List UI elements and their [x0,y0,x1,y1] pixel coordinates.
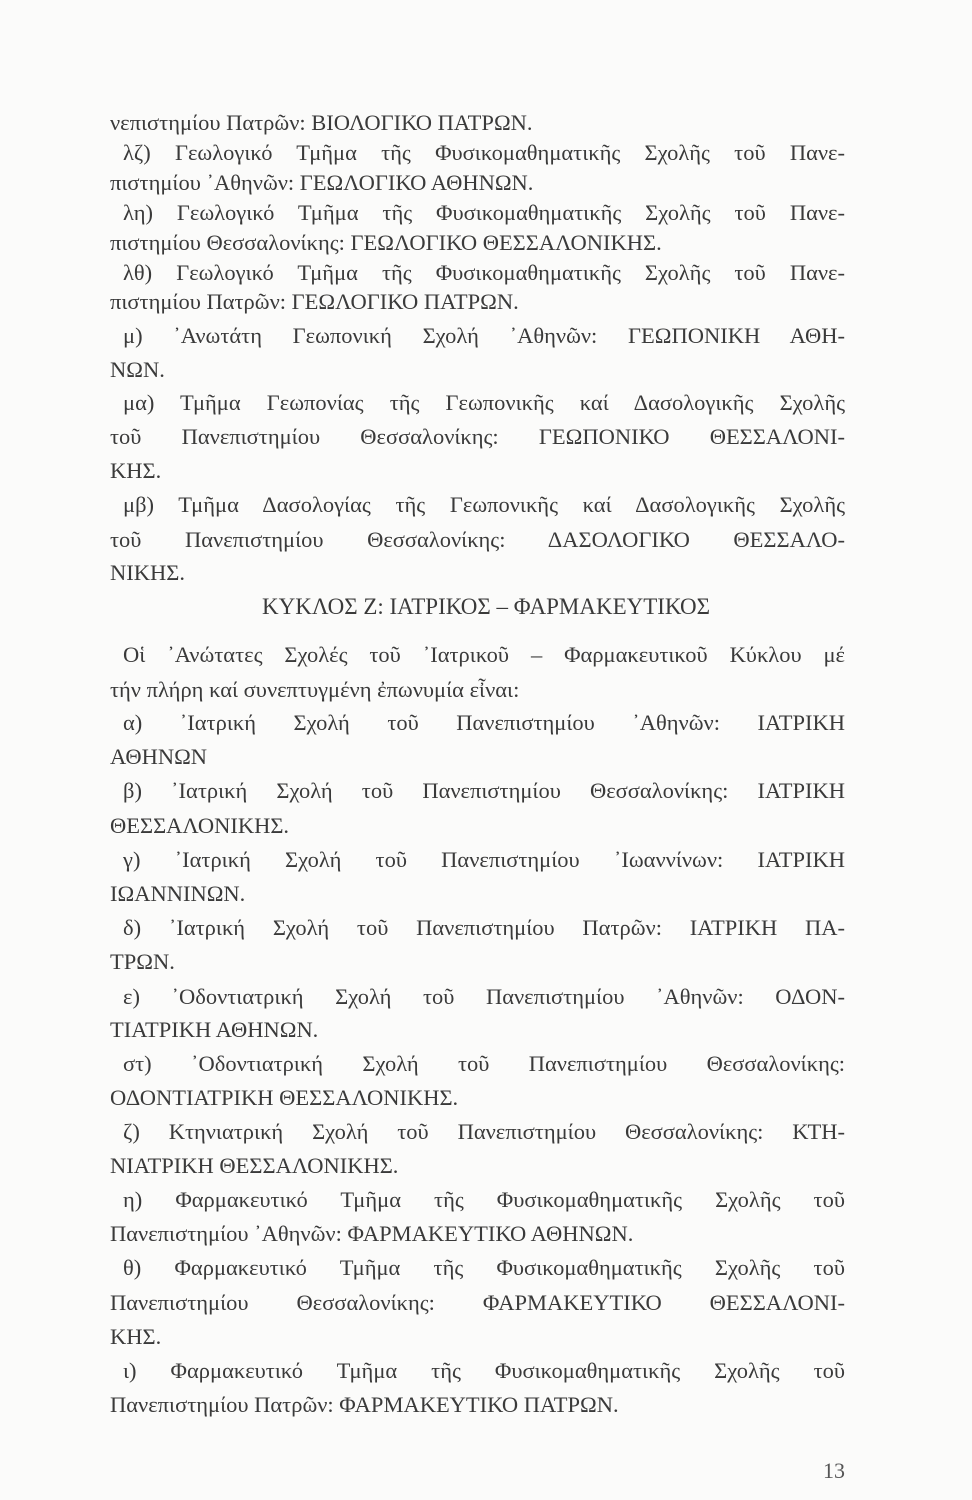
text-line: μα) Τμῆμα Γεωπονίας τῆς Γεωπονικῆς καί Δασολογικῆς Σχολῆς [123,390,845,415]
text-line: ΝΙΚΗΣ. [110,560,185,585]
text-line: ε) ᾿Οδοντιατρική Σχολή τοῦ Πανεπιστημίου ᾿Αθηνῶν: ΟΔΟΝ- [123,984,845,1009]
text-line: ΚΗΣ. [110,458,162,483]
text-line: ΘΕΣΣΑΛΟΝΙΚΗΣ. [110,813,290,838]
text-line: Οἱ ᾿Ανώτατες Σχολές τοῦ ᾿Ιατρικοῦ – Φαρμακευτικοῦ Κύκλου μέ [123,642,845,667]
text-line: πιστημίου Πατρῶν: ΓΕΩΛΟΓΙΚΟ ΠΑΤΡΩΝ. [110,289,519,314]
text-line: Πανεπιστημίου Θεσσαλονίκης: ΦΑΡΜΑΚΕΥΤΙΚΟ ΘΕΣΣΑΛΟΝΙ- [110,1290,845,1315]
text-line: μ) ᾿Ανωτάτη Γεωπονική Σχολή ᾿Αθηνῶν: ΓΕΩΠΟΝΙΚΗ ΑΘΗ- [123,323,845,348]
section-heading: ΚΥΚΛΟΣ Ζ: ΙΑΤΡΙΚΟΣ – ΦΑΡΜΑΚΕΥΤΙΚΟΣ [262,594,710,619]
text-line: μβ) Τμῆμα Δασολογίας τῆς Γεωπονικῆς καί Δασολογικῆς Σχολῆς [123,492,845,517]
text-line: ΙΩΑΝΝΙΝΩΝ. [110,881,246,906]
text-line: πιστημίου Θεσσαλονίκης: ΓΕΩΛΟΓΙΚΟ ΘΕΣΣΑΛΟΝΙΚΗΣ. [110,230,662,255]
text-line: τοῦ Πανεπιστημίου Θεσσαλονίκης: ΓΕΩΠΟΝΙΚΟ ΘΕΣΣΑΛΟΝΙ- [110,424,845,449]
text-line: ΤΡΩΝ. [110,949,175,974]
text-line: νεπιστημίου Πατρῶν: ΒΙΟΛΟΓΙΚΟ ΠΑΤΡΩΝ. [110,110,533,135]
text-line: Πανεπιστημίου ᾿Αθηνῶν: ΦΑΡΜΑΚΕΥΤΙΚΟ ΑΘΗΝΩΝ. [110,1221,634,1246]
text-line: πιστημίου ᾿Αθηνῶν: ΓΕΩΛΟΓΙΚΟ ΑΘΗΝΩΝ. [110,170,534,195]
text-line: ΝΙΑΤΡΙΚΗ ΘΕΣΣΑΛΟΝΙΚΗΣ. [110,1153,399,1178]
text-line: ΤΙΑΤΡΙΚΗ ΑΘΗΝΩΝ. [110,1017,319,1042]
text-line: λη) Γεωλογικό Τμῆμα τῆς Φυσικομαθηματικῆς Σχολῆς τοῦ Πανε- [123,200,845,225]
text-line: ζ) Κτηνιατρική Σχολή τοῦ Πανεπιστημίου Θεσσαλονίκης: ΚΤΗ- [123,1119,845,1144]
text-line: στ) ᾿Οδοντιατρική Σχολή τοῦ Πανεπιστημίου Θεσσαλονίκης: [123,1051,845,1076]
text-line: η) Φαρμακευτικό Τμῆμα τῆς Φυσικομαθηματικῆς Σχολῆς τοῦ [123,1187,845,1212]
text-line: ΝΩΝ. [110,357,165,382]
text-line: τοῦ Πανεπιστημίου Θεσσαλονίκης: ΔΑΣΟΛΟΓΙΚΟ ΘΕΣΣΑΛΟ- [110,527,845,552]
text-line: ΑΘΗΝΩΝ [110,744,208,769]
text-line: α) ᾿Ιατρική Σχολή τοῦ Πανεπιστημίου ᾿Αθηνῶν: ΙΑΤΡΙΚΗ [123,710,845,735]
text-line: ΟΔΟΝΤΙΑΤΡΙΚΗ ΘΕΣΣΑΛΟΝΙΚΗΣ. [110,1085,459,1110]
text-line: τήν πλήρη καί συνεπτυγμένη ἐπωνυμία εἶναι: [110,677,520,702]
text-line: δ) ᾿Ιατρική Σχολή τοῦ Πανεπιστημίου Πατρῶν: ΙΑΤΡΙΚΗ ΠΑ- [123,915,845,940]
text-line: λθ) Γεωλογικό Τμῆμα τῆς Φυσικομαθηματικῆς Σχολῆς τοῦ Πανε- [123,260,845,285]
text-line: θ) Φαρμακευτικό Τμῆμα τῆς Φυσικομαθηματικῆς Σχολῆς τοῦ [123,1255,845,1280]
text-line: ΚΗΣ. [110,1324,162,1349]
text-line: β) ᾿Ιατρική Σχολή τοῦ Πανεπιστημίου Θεσσαλονίκης: ΙΑΤΡΙΚΗ [123,778,845,803]
text-line: γ) ᾿Ιατρική Σχολή τοῦ Πανεπιστημίου ᾿Ιωαννίνων: ΙΑΤΡΙΚΗ [123,847,845,872]
text-line: λζ) Γεωλογικό Τμῆμα τῆς Φυσικομαθηματικῆς Σχολῆς τοῦ Πανε- [123,140,845,165]
text-line: Πανεπιστημίου Πατρῶν: ΦΑΡΜΑΚΕΥΤΙΚΟ ΠΑΤΡΩΝ. [110,1392,619,1417]
text-line: ι) Φαρμακευτικό Τμῆμα τῆς Φυσικομαθηματικῆς Σχολῆς τοῦ [123,1358,845,1383]
page-number: 13 [823,1458,845,1483]
